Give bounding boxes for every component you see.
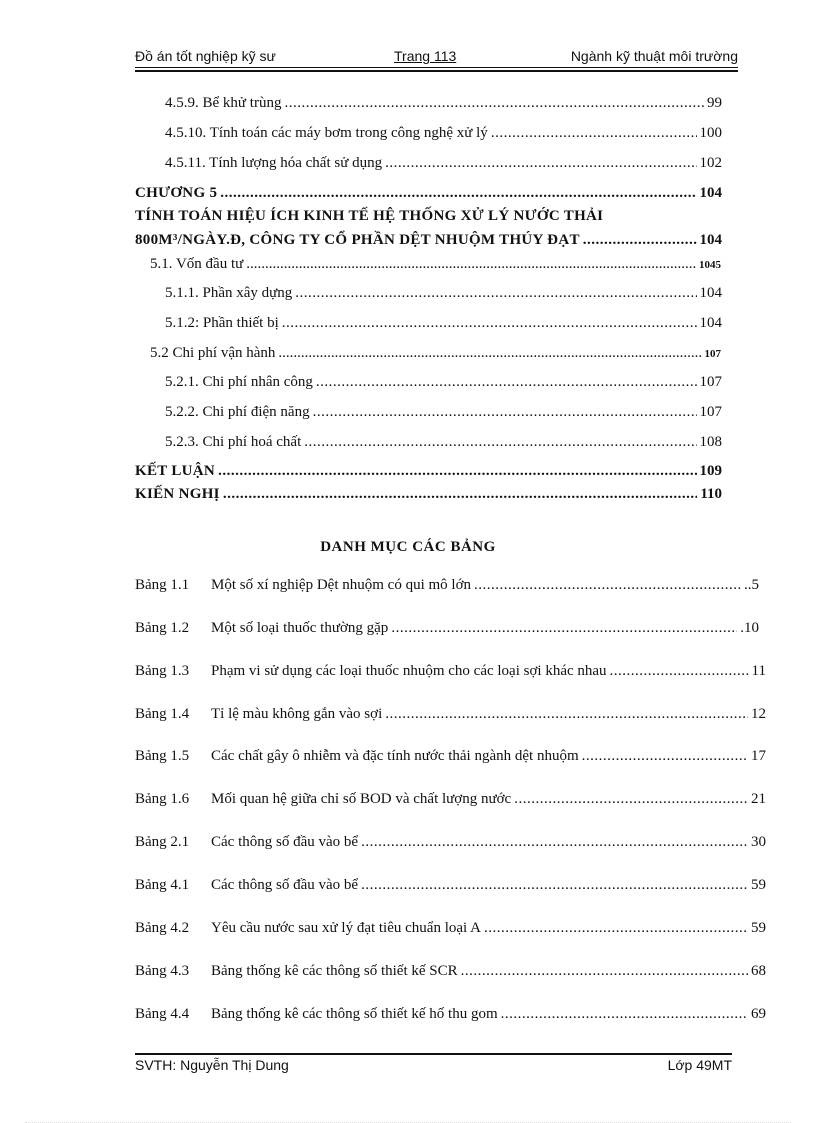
footer-class: Lớp 49MT	[667, 1057, 732, 1073]
toc-section: 5.2 Chi phí vận hành ..... 107	[150, 345, 721, 362]
toc-entry: 5.2.3. Chi phí hoá chất ..... 108	[165, 434, 722, 451]
footer-rule	[135, 1053, 732, 1055]
table-list-item: Bảng 1.5 Các chất gây ô nhiễm và đặc tính nước thải ngành dệt nhuộm ..... 17	[135, 748, 766, 765]
tables-heading: DANH MỤC CÁC BẢNG	[320, 539, 496, 555]
toc-entry: 5.1.2: Phần thiết bị ..... 104	[165, 315, 722, 332]
table-list-item: Bảng 4.2 Yêu cầu nước sau xử lý đạt tiêu chuẩn loại A ..... 59	[135, 920, 766, 937]
header-rule-thick	[135, 70, 738, 72]
table-list-item: Bảng 4.3 Bảng thống kê các thông số thiết kế SCR ..... 68	[135, 963, 766, 980]
table-list-item: Bảng 1.1 Một số xí nghiệp Dệt nhuộm có qui mô lớn ..... ..5	[135, 577, 759, 594]
table-list-item: Bảng 2.1 Các thông số đầu vào bể ..... 30	[135, 834, 766, 851]
page-footer	[135, 1057, 732, 1077]
table-list-item: Bảng 1.4 Tỉ lệ màu không gắn vào sợi ..... 12	[135, 706, 766, 723]
header-right: Ngành kỹ thuật môi trường	[570, 48, 738, 64]
toc-entry: 4.5.11. Tính lượng hóa chất sử dụng ..... 102	[165, 155, 722, 172]
toc-section: 5.1. Vốn đầu tư ..... 1045	[150, 256, 721, 273]
toc-chapter-title: TÍNH TOÁN HIỆU ÍCH KINH TẾ HỆ THỐNG XỬ LÝ NƯỚC THẢI	[135, 208, 604, 224]
toc-chapter: KIẾN NGHỊ ..... 110	[135, 486, 722, 503]
table-list-item: Bảng 1.3 Phạm vi sử dụng các loại thuốc nhuộm cho các loại sợi khác nhau ..... 11	[135, 663, 766, 680]
toc-chapter-title: 800M³/NGÀY.Đ, CÔNG TY CỔ PHẦN DỆT NHUỘM THÚY ĐẠT ..... 104	[135, 232, 722, 249]
toc-chapter: KẾT LUẬN ..... 109	[135, 463, 722, 480]
footer-student: SVTH: Nguyễn Thị Dung	[135, 1057, 289, 1073]
table-list-item: Bảng 1.6 Mối quan hệ giữa chỉ số BOD và chất lượng nước ..... 21	[135, 791, 766, 808]
toc-entry: 5.2.2. Chi phí điện năng ..... 107	[165, 404, 722, 421]
toc-chapter: CHƯƠNG 5 ..... 104	[135, 185, 722, 202]
table-list-item: Bảng 4.1 Các thông số đầu vào bể ..... 59	[135, 877, 766, 894]
table-list-item: Bảng 4.4 Bảng thống kê các thông số thiết kế hố thu gom ..... 69	[135, 1006, 766, 1023]
toc-entry: 4.5.9. Bể khử trùng ..... 99	[165, 95, 722, 112]
header-page-number: Trang 113	[394, 48, 457, 64]
table-list-item: Bảng 1.2 Một số loại thuốc thường gặp ..... .10	[135, 620, 759, 637]
header-left: Đồ án tốt nghiệp kỹ sư	[135, 48, 276, 64]
header-rule	[135, 67, 738, 68]
page-header	[135, 48, 738, 68]
toc-entry: 5.1.1. Phần xây dựng ..... 104	[165, 285, 722, 302]
toc-entry: 4.5.10. Tính toán các máy bơm trong công nghệ xử lý ..... 100	[165, 125, 722, 142]
toc-entry: 5.2.1. Chi phí nhân công ..... 107	[165, 374, 722, 391]
